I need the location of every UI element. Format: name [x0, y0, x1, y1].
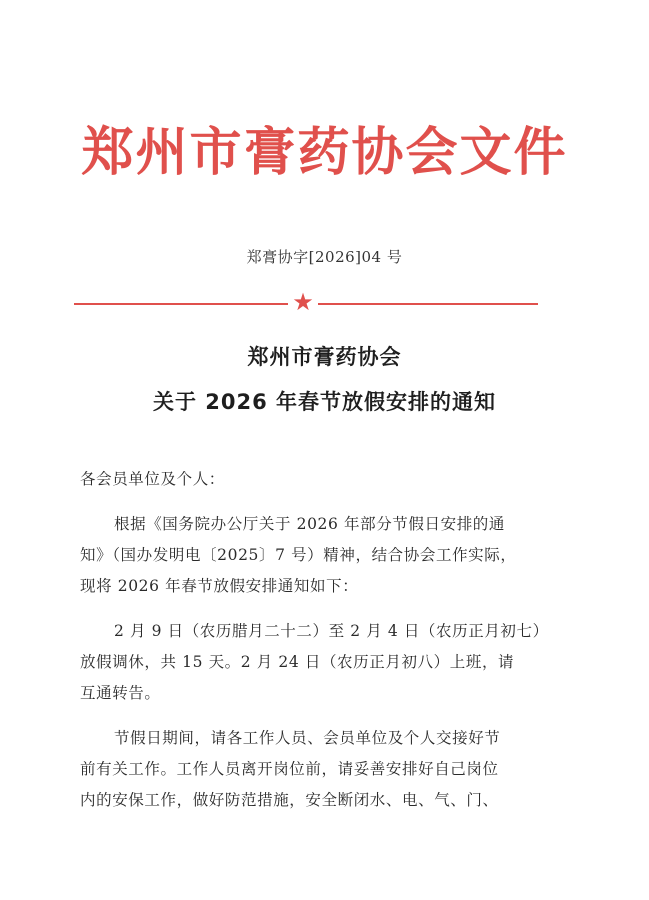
notice-title-line1: 郑州市膏药协会 — [247, 345, 402, 369]
red-divider-left — [74, 303, 288, 305]
paragraph-1-line: 根据《国务院办公厅关于 2026 年部分节假日安排的通 — [114, 515, 506, 533]
paragraph-3-line: 节假日期间，请各工作人员、会员单位及个人交接好节 — [114, 729, 501, 747]
paragraph-3-line: 前有关工作。工作人员离开岗位前，请妥善安排好自己岗位 — [80, 760, 499, 778]
paragraph-2-line: 放假调休，共 15 天。2 月 24 日（农历正月初八）上班，请 — [80, 653, 515, 671]
red-star-icon: ★ — [292, 288, 314, 316]
salutation: 各会员单位及个人： — [80, 470, 225, 488]
notice-body — [80, 464, 560, 816]
red-divider-right — [318, 303, 538, 305]
notice-title-line2: 关于 2026 年春节放假安排的通知 — [152, 390, 497, 414]
paragraph-2-line: 互通转告。 — [80, 684, 161, 702]
paragraph-1-line: 现将 2026 年春节放假安排通知如下： — [80, 577, 359, 595]
document-number: 郑膏协字[2026]04 号 — [246, 248, 403, 266]
masthead-title: 郑州市膏药协会文件 — [81, 122, 568, 183]
paragraph-2-line: 2 月 9 日（农历腊月二十二）至 2 月 4 日（农历正月初七） — [114, 622, 549, 640]
paragraph-3-line: 内的安保工作，做好防范措施，安全断闭水、电、气、门、 — [80, 791, 499, 809]
paragraph-1-line: 知》（国办发明电〔2025〕7 号）精神，结合协会工作实际， — [80, 546, 517, 564]
